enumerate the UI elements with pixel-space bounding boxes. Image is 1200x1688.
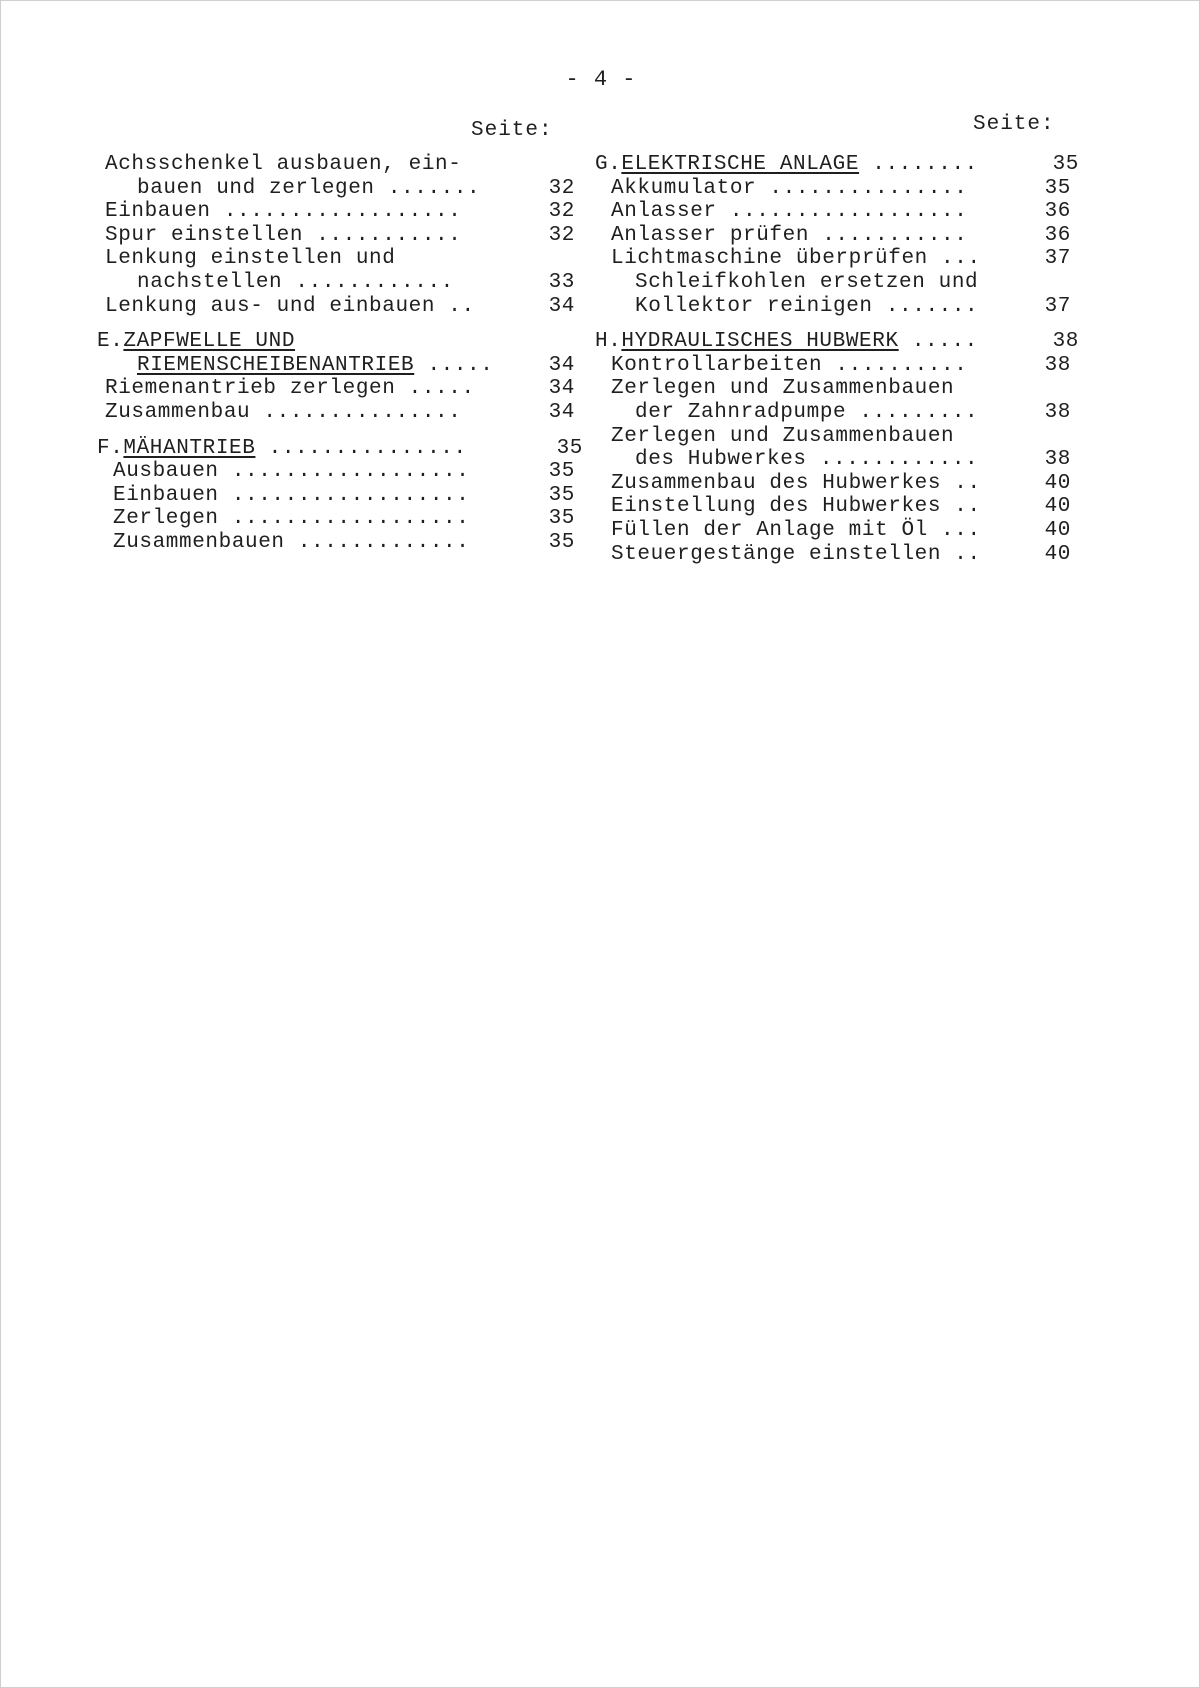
toc-entry-page: 34	[548, 294, 575, 318]
section-prefix: H.	[595, 330, 622, 354]
toc-section-heading	[595, 330, 1079, 354]
toc-entry	[603, 354, 1071, 378]
toc-entry-page: 32	[548, 200, 575, 224]
section-page: 35	[556, 436, 583, 460]
toc-entry-page: 37	[1044, 294, 1071, 318]
toc-entry-text: Akkumulator ...............	[611, 176, 968, 200]
toc-entry-text: Steuergestänge einstellen ..	[611, 542, 981, 566]
toc-entry	[603, 200, 1071, 224]
section-dots: ........	[872, 153, 978, 176]
toc-entry-text: Anlasser ..................	[611, 200, 968, 224]
toc-entry-text: Achsschenkel ausbauen, ein-	[105, 153, 462, 176]
toc-entry-page: 36	[1044, 200, 1071, 224]
toc-entry	[603, 377, 1071, 401]
toc-entry-page: 36	[1044, 223, 1071, 247]
toc-entry-text: Lenkung einstellen und	[105, 247, 396, 271]
toc-entry-text: Zusammenbauen .............	[113, 530, 470, 554]
toc-entry-text: nachstellen ............	[137, 270, 454, 294]
toc-entry-text: Einstellung des Hubwerkes ..	[611, 495, 981, 519]
toc-entry-text: Lichtmaschine überprüfen ...	[611, 247, 981, 271]
page-number: - 4 -	[565, 67, 637, 92]
section-title: HYDRAULISCHES HUBWERK	[621, 330, 899, 354]
section-title: RIEMENSCHEIBENANTRIEB	[137, 353, 415, 377]
toc-entry-text: Einbauen ..................	[105, 200, 462, 224]
toc-entry	[105, 507, 575, 531]
toc-entry	[105, 200, 575, 224]
toc-entry	[105, 401, 575, 425]
toc-entry-text: Zusammenbau ...............	[105, 400, 462, 424]
section-title: ZAPFWELLE UND	[123, 330, 296, 354]
toc-entry-text: Zerlegen und Zusammenbauen	[611, 377, 955, 401]
section-title: MÄHANTRIEB	[123, 436, 256, 460]
section-prefix: E.	[97, 330, 124, 354]
toc-entry-text: Zerlegen und Zusammenbauen	[611, 424, 955, 448]
toc-entry	[603, 224, 1071, 248]
toc-entry-text: Einbauen ..................	[113, 483, 470, 507]
toc-entry	[105, 247, 575, 271]
toc-entry-page: 34	[548, 400, 575, 424]
toc-entry-page: 40	[1044, 495, 1071, 519]
toc-entry	[105, 177, 575, 201]
toc-entry	[105, 271, 575, 295]
toc-entry-page: 38	[1044, 400, 1071, 424]
seite-header-left: Seite:	[471, 119, 553, 142]
toc-entry-text: bauen und zerlegen .......	[137, 176, 481, 200]
toc-entry-page: 40	[1044, 518, 1071, 542]
section-dots: ...............	[268, 436, 467, 460]
toc-entry-page: 32	[548, 223, 575, 247]
toc-entry	[603, 177, 1071, 201]
toc-entry-text: Kontrollarbeiten ..........	[611, 353, 968, 377]
toc-entry	[603, 247, 1071, 271]
section-title: ELEKTRISCHE ANLAGE	[621, 153, 860, 176]
toc-entry	[603, 472, 1071, 496]
toc-entry-text: Lenkung aus- und einbauen ..	[105, 294, 475, 318]
toc-entry-text: Spur einstellen ...........	[105, 223, 462, 247]
toc-entry-text: Kollektor reinigen .......	[635, 294, 979, 318]
toc-section-heading	[105, 354, 575, 378]
toc-entry	[603, 271, 1071, 295]
toc-entry-page: 37	[1044, 247, 1071, 271]
toc-entry	[105, 295, 575, 319]
toc-left-column	[97, 153, 583, 555]
toc-entry-page: 38	[1044, 448, 1071, 472]
toc-entry-page: 40	[1044, 542, 1071, 566]
seite-header-right: Seite:	[973, 113, 1055, 136]
toc-entry-text: der Zahnradpumpe .........	[635, 400, 979, 424]
toc-entry-text: Anlasser prüfen ...........	[611, 223, 968, 247]
section-page: 34	[548, 353, 575, 377]
toc-entry-text: Schleifkohlen ersetzen und	[635, 270, 979, 294]
toc-entry	[105, 460, 575, 484]
section-page: 38	[1052, 330, 1079, 354]
toc-entry	[603, 448, 1071, 472]
toc-section-heading	[97, 330, 575, 354]
toc-entry	[603, 295, 1071, 319]
toc-entry	[603, 425, 1071, 449]
toc-entry-page: 32	[548, 176, 575, 200]
toc-entry	[105, 484, 575, 508]
toc-section-heading	[595, 153, 1079, 177]
toc-entry	[603, 519, 1071, 543]
toc-entry-page: 38	[1044, 353, 1071, 377]
section-dots: .....	[427, 353, 494, 377]
toc-entry-text: Zerlegen ..................	[113, 507, 470, 531]
toc-entry	[603, 401, 1071, 425]
toc-section-heading	[97, 436, 583, 461]
toc-entry-page: 40	[1044, 471, 1071, 495]
toc-entry-text: Zusammenbau des Hubwerkes ..	[611, 471, 981, 495]
toc-entry-page: 35	[1044, 176, 1071, 200]
toc-entry-page: 35	[548, 530, 575, 554]
section-prefix: G.	[595, 153, 622, 176]
toc-entry-text: Ausbauen ..................	[113, 460, 470, 484]
toc-entry	[105, 224, 575, 248]
toc-entry-text: Füllen der Anlage mit Öl ...	[611, 518, 981, 542]
toc-entry	[105, 377, 575, 401]
toc-right-column	[595, 153, 1079, 566]
toc-entry	[105, 153, 575, 177]
toc-entry-text: Riemenantrieb zerlegen .....	[105, 377, 475, 401]
toc-entry-page: 33	[548, 270, 575, 294]
toc-entry-page: 35	[548, 507, 575, 531]
toc-entry-page: 35	[548, 460, 575, 484]
section-dots: .....	[911, 330, 978, 354]
toc-entry-page: 34	[548, 377, 575, 401]
section-page: 35	[1052, 153, 1079, 176]
section-prefix: F.	[97, 436, 124, 460]
toc-entry	[603, 495, 1071, 519]
toc-entry	[603, 543, 1071, 567]
toc-entry	[105, 531, 575, 555]
toc-entry-text: des Hubwerkes ............	[635, 448, 979, 472]
toc-entry-page: 35	[548, 483, 575, 507]
